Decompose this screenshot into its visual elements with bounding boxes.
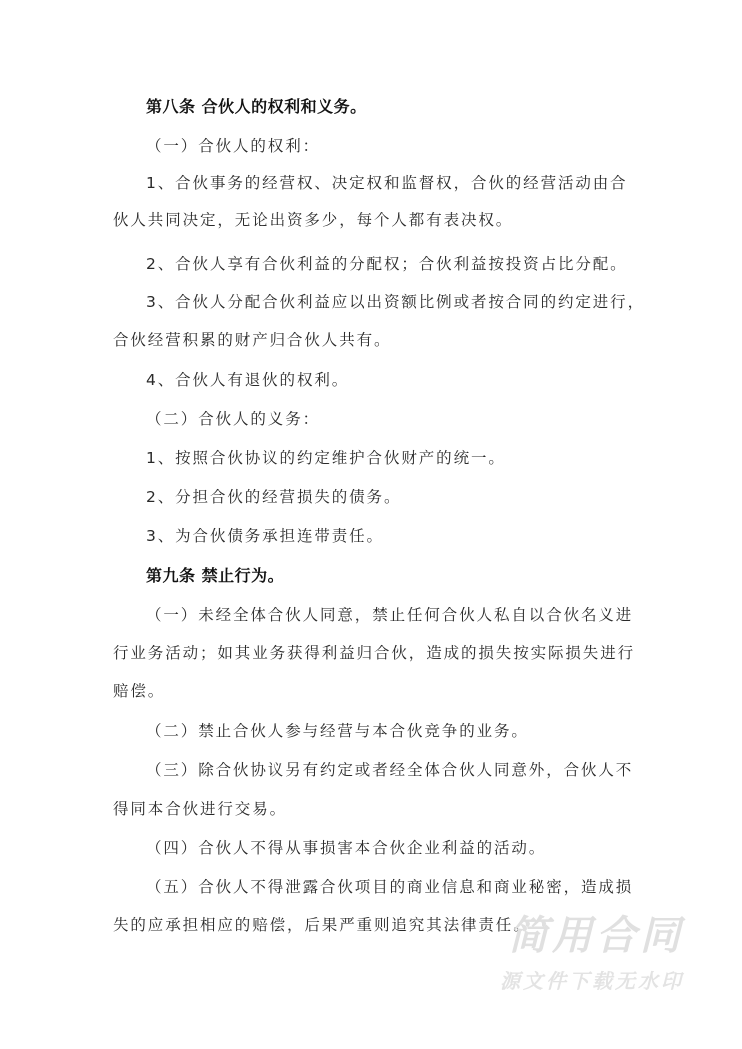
watermark-caption: 源文件下载无水印 [500,969,684,993]
watermark [500,912,684,996]
prohibition-5-line-2: 失的应承担相应的赔偿，后果严重则追究其法律责任。 [113,916,531,934]
prohibition-4: （四）合伙人不得从事损害本合伙企业利益的活动。 [146,839,547,857]
duty-1: 1、按照合伙协议的约定维护合伙财产的统一。 [146,449,506,467]
right-1-line-2: 伙人共同决定，无论出资多少，每个人都有表决权。 [113,211,514,229]
prohibition-1-line-3: 赔偿。 [113,682,166,700]
article-8-title: 第八条 合伙人的权利和义务。 [146,97,367,116]
prohibition-2: （二）禁止合伙人参与经营与本合伙竞争的业务。 [146,722,529,740]
watermark-brand: 简用合同 [508,913,684,959]
rights-heading: （一）合伙人的权利： [146,137,321,155]
prohibition-1-line-1: （一）未经全体合伙人同意，禁止任何合伙人私自以合伙名义进 [146,606,634,624]
prohibition-3-line-2: 得同本合伙进行交易。 [113,800,288,818]
prohibition-3-line-1: （三）除合伙协议另有约定或者经全体合伙人同意外，合伙人不 [146,761,634,779]
right-3-line-1: 3、合伙人分配合伙利益应以出资额比例或者按合同的约定进行， [146,293,645,311]
prohibition-1-line-2: 行业务活动；如其业务获得利益归合伙，造成的损失按实际损失进行 [113,644,636,662]
duties-heading: （二）合伙人的义务： [146,410,321,428]
duty-2: 2、分担合伙的经营损失的债务。 [146,488,402,506]
right-2: 2、合伙人享有合伙利益的分配权；合伙利益按投资占比分配。 [146,255,628,273]
right-3-line-2: 合伙经营积累的财产归合伙人共有。 [113,331,392,349]
article-9-title: 第九条 禁止行为。 [146,566,285,585]
right-1-line-1: 1、合伙事务的经营权、决定权和监督权，合伙的经营活动由合 [146,174,628,192]
prohibition-5-line-1: （五）合伙人不得泄露合伙项目的商业信息和商业秘密，造成损 [146,878,634,896]
right-4: 4、合伙人有退伙的权利。 [146,371,350,389]
duty-3: 3、为合伙债务承担连带责任。 [146,527,384,545]
